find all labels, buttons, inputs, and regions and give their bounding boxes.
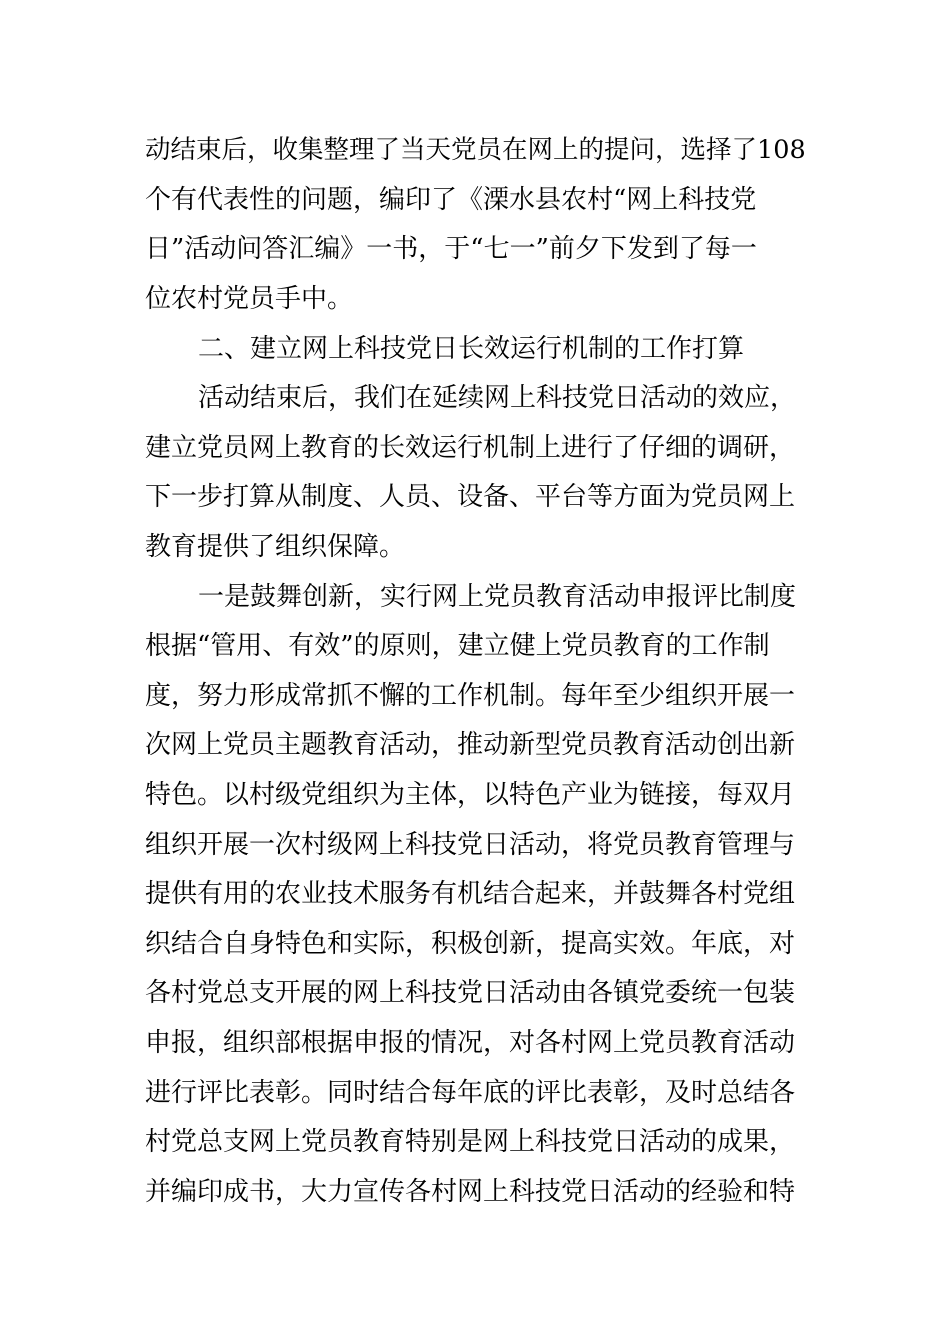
text-line-12: 度，努力形成常抓不懈的工作机制。每年至少组织开展一 [145, 681, 796, 711]
text-line-4: 位农村党员手中。 [145, 284, 354, 314]
text-line-13: 次网上党员主题教育活动，推动新型党员教育活动创出新 [145, 730, 796, 760]
text-line-19: 申报，组织部根据申报的情况，对各村网上党员教育活动 [145, 1028, 796, 1058]
text-line-17: 织结合自身特色和实际，积极创新，提高实效。年底，对 [145, 929, 796, 959]
text-line-10: 一是鼓舞创新，实行网上党员教育活动申报评比制度 [198, 582, 797, 612]
text-line-21: 村党总支网上党员教育特别是网上科技党日活动的成果， [145, 1127, 796, 1157]
text-line-1: 动结束后，收集整理了当天党员在网上的提问，选择了108 [145, 135, 806, 165]
text-line-6: 活动结束后，我们在延续网上科技党日活动的效应， [198, 383, 797, 413]
text-line-22: 并编印成书，大力宣传各村网上科技党日活动的经验和特 [145, 1177, 796, 1207]
text-line-7: 建立党员网上教育的长效运行机制上进行了仔细的调研， [145, 433, 796, 463]
text-line-8: 下一步打算从制度、人员、设备、平台等方面为党员网上 [145, 482, 796, 512]
text-line-11: 根据“管用、有效”的原则，建立健上党员教育的工作制 [145, 631, 770, 661]
text-line-15: 组织开展一次村级网上科技党日活动，将党员教育管理与 [145, 830, 796, 860]
text-line-18: 各村党总支开展的网上科技党日活动由各镇党委统一包装 [145, 978, 796, 1008]
text-line-2: 个有代表性的问题，编印了《溧水县农村“网上科技党 [145, 185, 757, 215]
section-heading: 二、建立网上科技党日长效运行机制的工作打算 [198, 334, 745, 364]
text-line-3: 日”活动问答汇编》一书，于“七一”前夕下发到了每一 [145, 234, 757, 264]
text-line-9: 教育提供了组织保障。 [145, 532, 406, 562]
text-line-14: 特色。以村级党组织为主体，以特色产业为链接，每双月 [145, 780, 796, 810]
text-line-20: 进行评比表彰。同时结合每年底的评比表彰，及时总结各 [145, 1078, 796, 1108]
text-line-16: 提供有用的农业技术服务有机结合起来，并鼓舞各村党组 [145, 879, 796, 909]
